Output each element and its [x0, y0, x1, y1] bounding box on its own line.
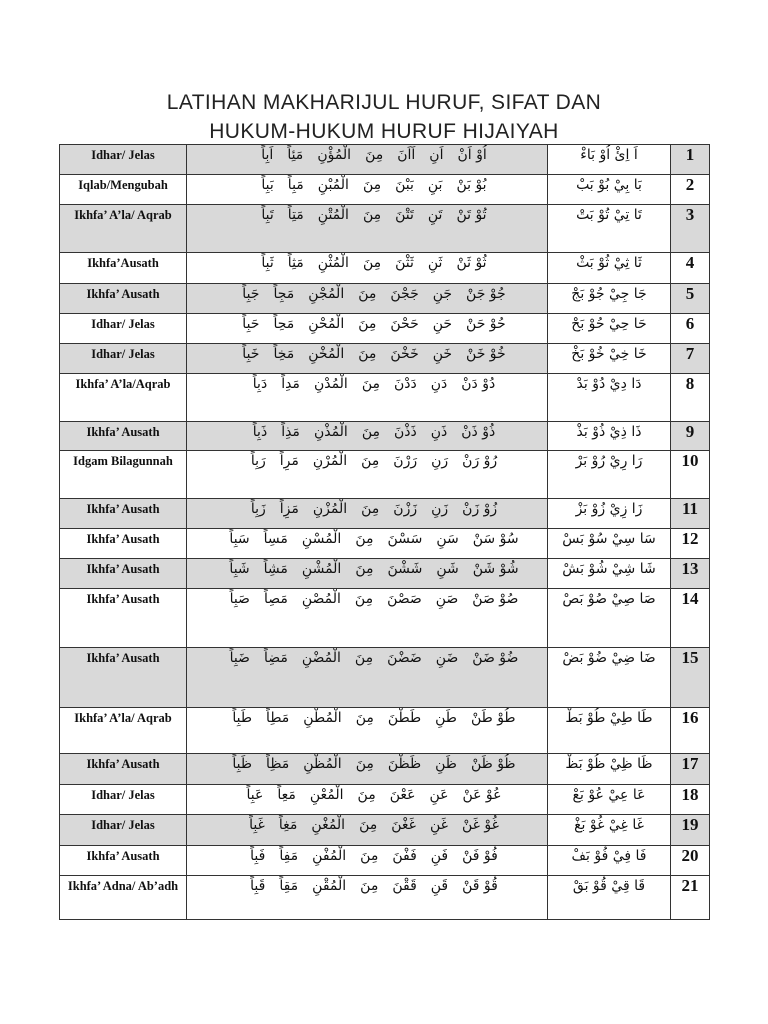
example-word: جَجْنَ — [390, 286, 419, 302]
letters-cell: فَا فِيْ فُوْ بَفْ — [548, 846, 671, 876]
example-word: الْمُطْنِ — [303, 710, 342, 726]
hijaiyah-table — [59, 144, 710, 920]
example-words-cell — [187, 284, 548, 314]
example-word: ثُوْ ثَنْ — [456, 255, 487, 271]
table-row — [60, 451, 710, 499]
example-word: ضَبِاً — [229, 650, 250, 666]
example-word: رَبِاً — [250, 453, 266, 469]
hukum-cell: Ikhfa’ Ausath — [60, 499, 187, 529]
example-word: مَسِاً — [263, 531, 288, 547]
example-words-cell — [187, 785, 548, 815]
example-word: مَغِاً — [278, 817, 298, 833]
example-words-cell — [187, 815, 548, 846]
hukum-cell: Ikhfa’ Adna/ Ab’adh — [60, 876, 187, 920]
example-word: الْمُزْنِ — [312, 501, 348, 517]
example-word: بُوْ بَنْ — [456, 177, 487, 193]
example-word: جُوْ جَنْ — [466, 286, 506, 302]
example-words-cell — [187, 754, 548, 785]
example-word: مِنَ — [362, 177, 382, 193]
letters-cell: خَا خِيْ خُوْ بَخْ — [548, 344, 671, 374]
example-word: طَنِ — [435, 710, 457, 726]
example-word: مِنَ — [365, 147, 384, 163]
example-word: مِنَ — [362, 255, 382, 271]
hukum-cell: Idhar/ Jelas — [60, 344, 187, 374]
example-word: ذَذْنَ — [393, 424, 417, 440]
example-word: مَظِاً — [266, 756, 290, 772]
letters-cell: ظَا ظِيْ ظُوْ بَظْ — [548, 754, 671, 785]
letters-cell: ضَا ضِيْ ضُوْ بَضْ — [548, 648, 671, 708]
table-row — [60, 499, 710, 529]
example-word: مِنَ — [355, 561, 374, 577]
example-word: الْمُخْنِ — [308, 346, 345, 362]
page-title — [0, 88, 768, 146]
example-word: الْمُؤْنِ — [317, 147, 352, 163]
row-number: 15 — [671, 648, 710, 708]
hukum-cell: Ikhfa’Ausath — [60, 253, 187, 284]
letters-cell: طَا طِيْ طُوْ بَطْ — [548, 708, 671, 754]
table-row — [60, 314, 710, 344]
table-row — [60, 175, 710, 205]
example-words-cell — [187, 529, 548, 559]
row-number: 7 — [671, 344, 710, 374]
example-word: خَنِ — [432, 346, 453, 362]
table-row — [60, 145, 710, 175]
row-number: 17 — [671, 754, 710, 785]
table-row — [60, 708, 710, 754]
example-word: مَطِاً — [266, 710, 290, 726]
row-number: 10 — [671, 451, 710, 499]
example-word: مَئِاً — [287, 147, 304, 163]
example-word: غَبِاً — [249, 817, 265, 833]
example-word: الْمُجْنِ — [308, 286, 345, 302]
example-word: رَنِ — [431, 453, 449, 469]
letters-cell: صَا صِيْ صُوْ بَصْ — [548, 589, 671, 648]
example-word: اَنِ — [429, 147, 444, 163]
example-word: حُوْ حَنْ — [466, 316, 506, 332]
example-word: مِنَ — [355, 756, 374, 772]
example-word: مِنَ — [361, 453, 380, 469]
example-words-cell — [187, 344, 548, 374]
example-word: الْمُحْنِ — [308, 316, 345, 332]
example-words-cell — [187, 876, 548, 920]
example-words-cell — [187, 205, 548, 253]
example-word: سَسْنَ — [387, 531, 423, 547]
example-word: فَفْنَ — [392, 848, 417, 864]
example-word: الْمُسْنِ — [301, 531, 342, 547]
example-word: ظَبِاً — [232, 756, 253, 772]
example-word: تَتْنَ — [395, 207, 414, 223]
example-word: زُوْ زَنْ — [462, 501, 498, 517]
example-word: مِنَ — [358, 316, 377, 332]
letters-cell: رَا رِيْ رُوْ بَرْ — [548, 451, 671, 499]
table-row — [60, 284, 710, 314]
row-number: 4 — [671, 253, 710, 284]
title-line-2: HUKUM-HUKUM HURUF HIJAIYAH — [209, 120, 559, 143]
row-number: 19 — [671, 815, 710, 846]
example-words-cell — [187, 422, 548, 451]
hukum-cell: Ikhfa’ A’la/ Aqrab — [60, 205, 187, 253]
hukum-cell: Idhar/ Jelas — [60, 815, 187, 846]
example-word: رُوْ رَنْ — [462, 453, 498, 469]
example-word: ذَبِاً — [252, 424, 268, 440]
example-word: اَاَنَ — [397, 147, 416, 163]
row-number: 3 — [671, 205, 710, 253]
letters-cell: شَا شِيْ شُوْ بَشْ — [548, 559, 671, 589]
example-word: حَنِ — [432, 316, 453, 332]
example-word: الْمُعْنِ — [309, 787, 344, 803]
example-word: مِنَ — [360, 848, 379, 864]
example-words-cell — [187, 648, 548, 708]
example-word: مَحِاً — [273, 316, 295, 332]
letters-cell: سَا سِيْ سُوْ بَسْ — [548, 529, 671, 559]
example-word: ثَثْنَ — [395, 255, 414, 271]
example-word: الْمُقْنِ — [312, 878, 347, 894]
example-words-cell — [187, 175, 548, 205]
row-number: 9 — [671, 422, 710, 451]
example-word: شَبِاً — [229, 561, 250, 577]
hukum-cell: Idhar/ Jelas — [60, 314, 187, 344]
example-word: بَبِاً — [261, 177, 274, 193]
example-word: الْمُصْنِ — [301, 591, 341, 607]
example-words-cell — [187, 499, 548, 529]
hukum-cell: Ikhfa’ A’la/Aqrab — [60, 374, 187, 422]
example-word: تُوْ تَنْ — [456, 207, 487, 223]
example-word: عُوْ عَنْ — [462, 787, 502, 803]
example-word: غَغْنَ — [391, 817, 416, 833]
example-word: مِنَ — [361, 501, 380, 517]
example-word: حَبِاً — [242, 316, 260, 332]
table-row — [60, 422, 710, 451]
letters-cell: زَا زِيْ زُوْ بَزْ — [548, 499, 671, 529]
example-word: مَبِاً — [287, 177, 304, 193]
example-word: الْمُغْنِ — [311, 817, 346, 833]
example-word: عَعْنَ — [389, 787, 416, 803]
example-words-cell — [187, 846, 548, 876]
example-words-cell — [187, 708, 548, 754]
example-word: بَبْنَ — [395, 177, 414, 193]
hukum-cell: Ikhfa’ Ausath — [60, 529, 187, 559]
example-words-cell — [187, 253, 548, 284]
example-word: دَدْنَ — [393, 376, 417, 392]
example-word: قُوْ قَنْ — [462, 878, 498, 894]
hukum-cell: Ikhfa’ Ausath — [60, 559, 187, 589]
table-row — [60, 815, 710, 846]
example-word: صَصْنَ — [387, 591, 422, 607]
example-word: مِنَ — [354, 591, 374, 607]
example-word: الْمُبْنِ — [317, 177, 349, 193]
example-word: فُوْ فَنْ — [462, 848, 498, 864]
row-number: 8 — [671, 374, 710, 422]
example-word: طَبِاً — [232, 710, 253, 726]
letters-cell: جَا جِيْ جُوْ بَجْ — [548, 284, 671, 314]
example-words-cell — [187, 145, 548, 175]
example-word: مِنَ — [359, 817, 378, 833]
example-word: مِنَ — [362, 207, 382, 223]
hukum-cell: Idhar/ Jelas — [60, 785, 187, 815]
hukum-cell: Idgam Bilagunnah — [60, 451, 187, 499]
hukum-cell: Ikhfa’ Ausath — [60, 648, 187, 708]
example-word: شُوْ شَنْ — [472, 561, 519, 577]
example-word: مَفِاً — [279, 848, 299, 864]
row-number: 11 — [671, 499, 710, 529]
row-number: 6 — [671, 314, 710, 344]
example-word: سَنِ — [436, 531, 459, 547]
example-word: ضَنِ — [435, 650, 459, 666]
row-number: 2 — [671, 175, 710, 205]
table-row — [60, 846, 710, 876]
example-word: مَقِاً — [279, 878, 299, 894]
example-word: مَجِاً — [273, 286, 295, 302]
example-word: صَبِاً — [229, 591, 250, 607]
example-word: دَنِ — [430, 376, 448, 392]
example-word: ظَنِ — [435, 756, 457, 772]
example-word: مِنَ — [358, 286, 377, 302]
example-word: مِنَ — [355, 710, 374, 726]
row-number: 5 — [671, 284, 710, 314]
example-word: الْمُثْنِ — [317, 255, 349, 271]
example-word: مِنَ — [355, 531, 374, 547]
example-word: سَبِاً — [229, 531, 250, 547]
example-word: قَقْنَ — [392, 878, 417, 894]
example-word: خَبِاً — [242, 346, 260, 362]
example-word: زَبِاً — [250, 501, 266, 517]
example-word: ضُوْ ضَنْ — [472, 650, 519, 666]
example-word: مَعِاً — [277, 787, 296, 803]
example-word: حَحْنَ — [390, 316, 419, 332]
letters-cell: بَا بِيْ بُوْ بَبْ — [548, 175, 671, 205]
table-row — [60, 785, 710, 815]
example-word: جَنِ — [432, 286, 453, 302]
table-row — [60, 344, 710, 374]
example-word: مَصِاً — [263, 591, 288, 607]
hukum-cell: Ikhfa’ Ausath — [60, 846, 187, 876]
example-word: ثَنِ — [427, 255, 443, 271]
row-number: 13 — [671, 559, 710, 589]
example-word: ذُوْ ذَنْ — [461, 424, 496, 440]
example-words-cell — [187, 374, 548, 422]
example-word: مَضِاً — [263, 650, 288, 666]
hukum-cell: Ikhfa’ Ausath — [60, 754, 187, 785]
example-word: مِنَ — [354, 650, 374, 666]
example-word: مَرِاً — [279, 453, 299, 469]
example-words-cell — [187, 559, 548, 589]
example-word: مَدِاً — [281, 376, 300, 392]
example-word: رَرْنَ — [393, 453, 418, 469]
letters-cell: دَا دِيْ دُوْ بَدْ — [548, 374, 671, 422]
row-number: 16 — [671, 708, 710, 754]
row-number: 14 — [671, 589, 710, 648]
example-word: الْمُضْنِ — [301, 650, 341, 666]
example-word: الْمُشْنِ — [301, 561, 342, 577]
table-row — [60, 205, 710, 253]
example-word: ضَضْنَ — [387, 650, 422, 666]
example-word: مَزِاً — [279, 501, 299, 517]
example-word: شَشْنَ — [387, 561, 423, 577]
example-word: الْمُتْنِ — [317, 207, 349, 223]
letters-cell: عَا عِيْ عُوْ بَعْ — [548, 785, 671, 815]
example-word: سُوْ سَنْ — [472, 531, 519, 547]
letters-cell: اَ اِئْ اُوْ بَاءْ — [548, 145, 671, 175]
letters-cell: ذَا ذِيْ ذُوْ بَذْ — [548, 422, 671, 451]
example-word: عَبِاً — [246, 787, 264, 803]
hukum-cell: Ikhfa’ Ausath — [60, 284, 187, 314]
table-row — [60, 754, 710, 785]
example-word: مَخِاً — [273, 346, 295, 362]
example-word: مِنَ — [361, 424, 380, 440]
example-word: طُوْ طَنْ — [470, 710, 516, 726]
example-word: جَبِاً — [242, 286, 260, 302]
example-word: غُوْ غَنْ — [461, 817, 499, 833]
row-number: 12 — [671, 529, 710, 559]
example-word: اُوْ اَنْ — [457, 147, 487, 163]
hukum-cell: Ikhfa’ Ausath — [60, 422, 187, 451]
example-word: قَبِاً — [250, 878, 266, 894]
example-word: الْمُظْنِ — [303, 756, 342, 772]
example-word: طَطْنَ — [387, 710, 422, 726]
example-word: صَنِ — [435, 591, 459, 607]
example-word: صُوْ صَنْ — [472, 591, 519, 607]
table-row — [60, 529, 710, 559]
example-word: قَنِ — [430, 878, 449, 894]
table-row — [60, 648, 710, 708]
example-words-cell — [187, 314, 548, 344]
letters-cell: ثَا ثِيْ ثُوْ بَثْ — [548, 253, 671, 284]
example-word: تَنِ — [427, 207, 443, 223]
example-word: فَبِاً — [250, 848, 266, 864]
example-word: مِنَ — [360, 878, 379, 894]
example-word: فَنِ — [430, 848, 449, 864]
example-word: الْمُرْنِ — [312, 453, 348, 469]
table-body — [60, 145, 710, 920]
example-word: زَزْنَ — [393, 501, 418, 517]
example-word: دَبِاً — [252, 376, 268, 392]
example-word: الْمُدْنِ — [313, 376, 348, 392]
example-word: ظَظْنَ — [387, 756, 422, 772]
example-word: دُوْ دَنْ — [461, 376, 496, 392]
hukum-cell: Iqlab/Mengubah — [60, 175, 187, 205]
hukum-cell: Ikhfa’ A’la/ Aqrab — [60, 708, 187, 754]
row-number: 20 — [671, 846, 710, 876]
table-row — [60, 253, 710, 284]
example-word: عَنِ — [429, 787, 449, 803]
example-word: ظُوْ ظَنْ — [470, 756, 516, 772]
letters-cell: قَا قِيْ قُوْ بَقْ — [548, 876, 671, 920]
letters-cell: تَا تِيْ تُوْ بَتْ — [548, 205, 671, 253]
example-word: زَنِ — [431, 501, 449, 517]
example-word: شَنِ — [436, 561, 459, 577]
example-word: بَنِ — [427, 177, 443, 193]
hukum-cell: Idhar/ Jelas — [60, 145, 187, 175]
example-word: خَخْنَ — [390, 346, 419, 362]
table-row — [60, 589, 710, 648]
example-word: ثَبِاً — [261, 255, 274, 271]
title-line-1: LATIHAN MAKHARIJUL HURUF, SIFAT DAN — [166, 91, 602, 114]
letters-cell: غَا غِيْ غُوْ بَغْ — [548, 815, 671, 846]
example-word: الْمُذْنِ — [313, 424, 348, 440]
example-word: مَتِاً — [287, 207, 304, 223]
example-word: مِنَ — [361, 376, 380, 392]
example-word: مِنَ — [358, 346, 377, 362]
hukum-cell: Ikhfa’ Ausath — [60, 589, 187, 648]
row-number: 21 — [671, 876, 710, 920]
example-word: خُوْ خَنْ — [466, 346, 506, 362]
example-word: مَذِاً — [281, 424, 300, 440]
example-word: الْمُفْنِ — [312, 848, 347, 864]
row-number: 1 — [671, 145, 710, 175]
table-row — [60, 876, 710, 920]
example-word: مَثِاً — [287, 255, 304, 271]
example-word: مَشِاً — [263, 561, 288, 577]
example-word: مِنَ — [357, 787, 376, 803]
letters-cell: حَا حِيْ حُوْ بَحْ — [548, 314, 671, 344]
example-word: ذَنِ — [430, 424, 448, 440]
example-word: تَبِاً — [261, 207, 274, 223]
row-number: 18 — [671, 785, 710, 815]
example-words-cell — [187, 451, 548, 499]
example-word: اَبِاً — [261, 147, 274, 163]
table-row — [60, 374, 710, 422]
example-words-cell — [187, 589, 548, 648]
table-row — [60, 559, 710, 589]
example-word: غَنِ — [429, 817, 448, 833]
